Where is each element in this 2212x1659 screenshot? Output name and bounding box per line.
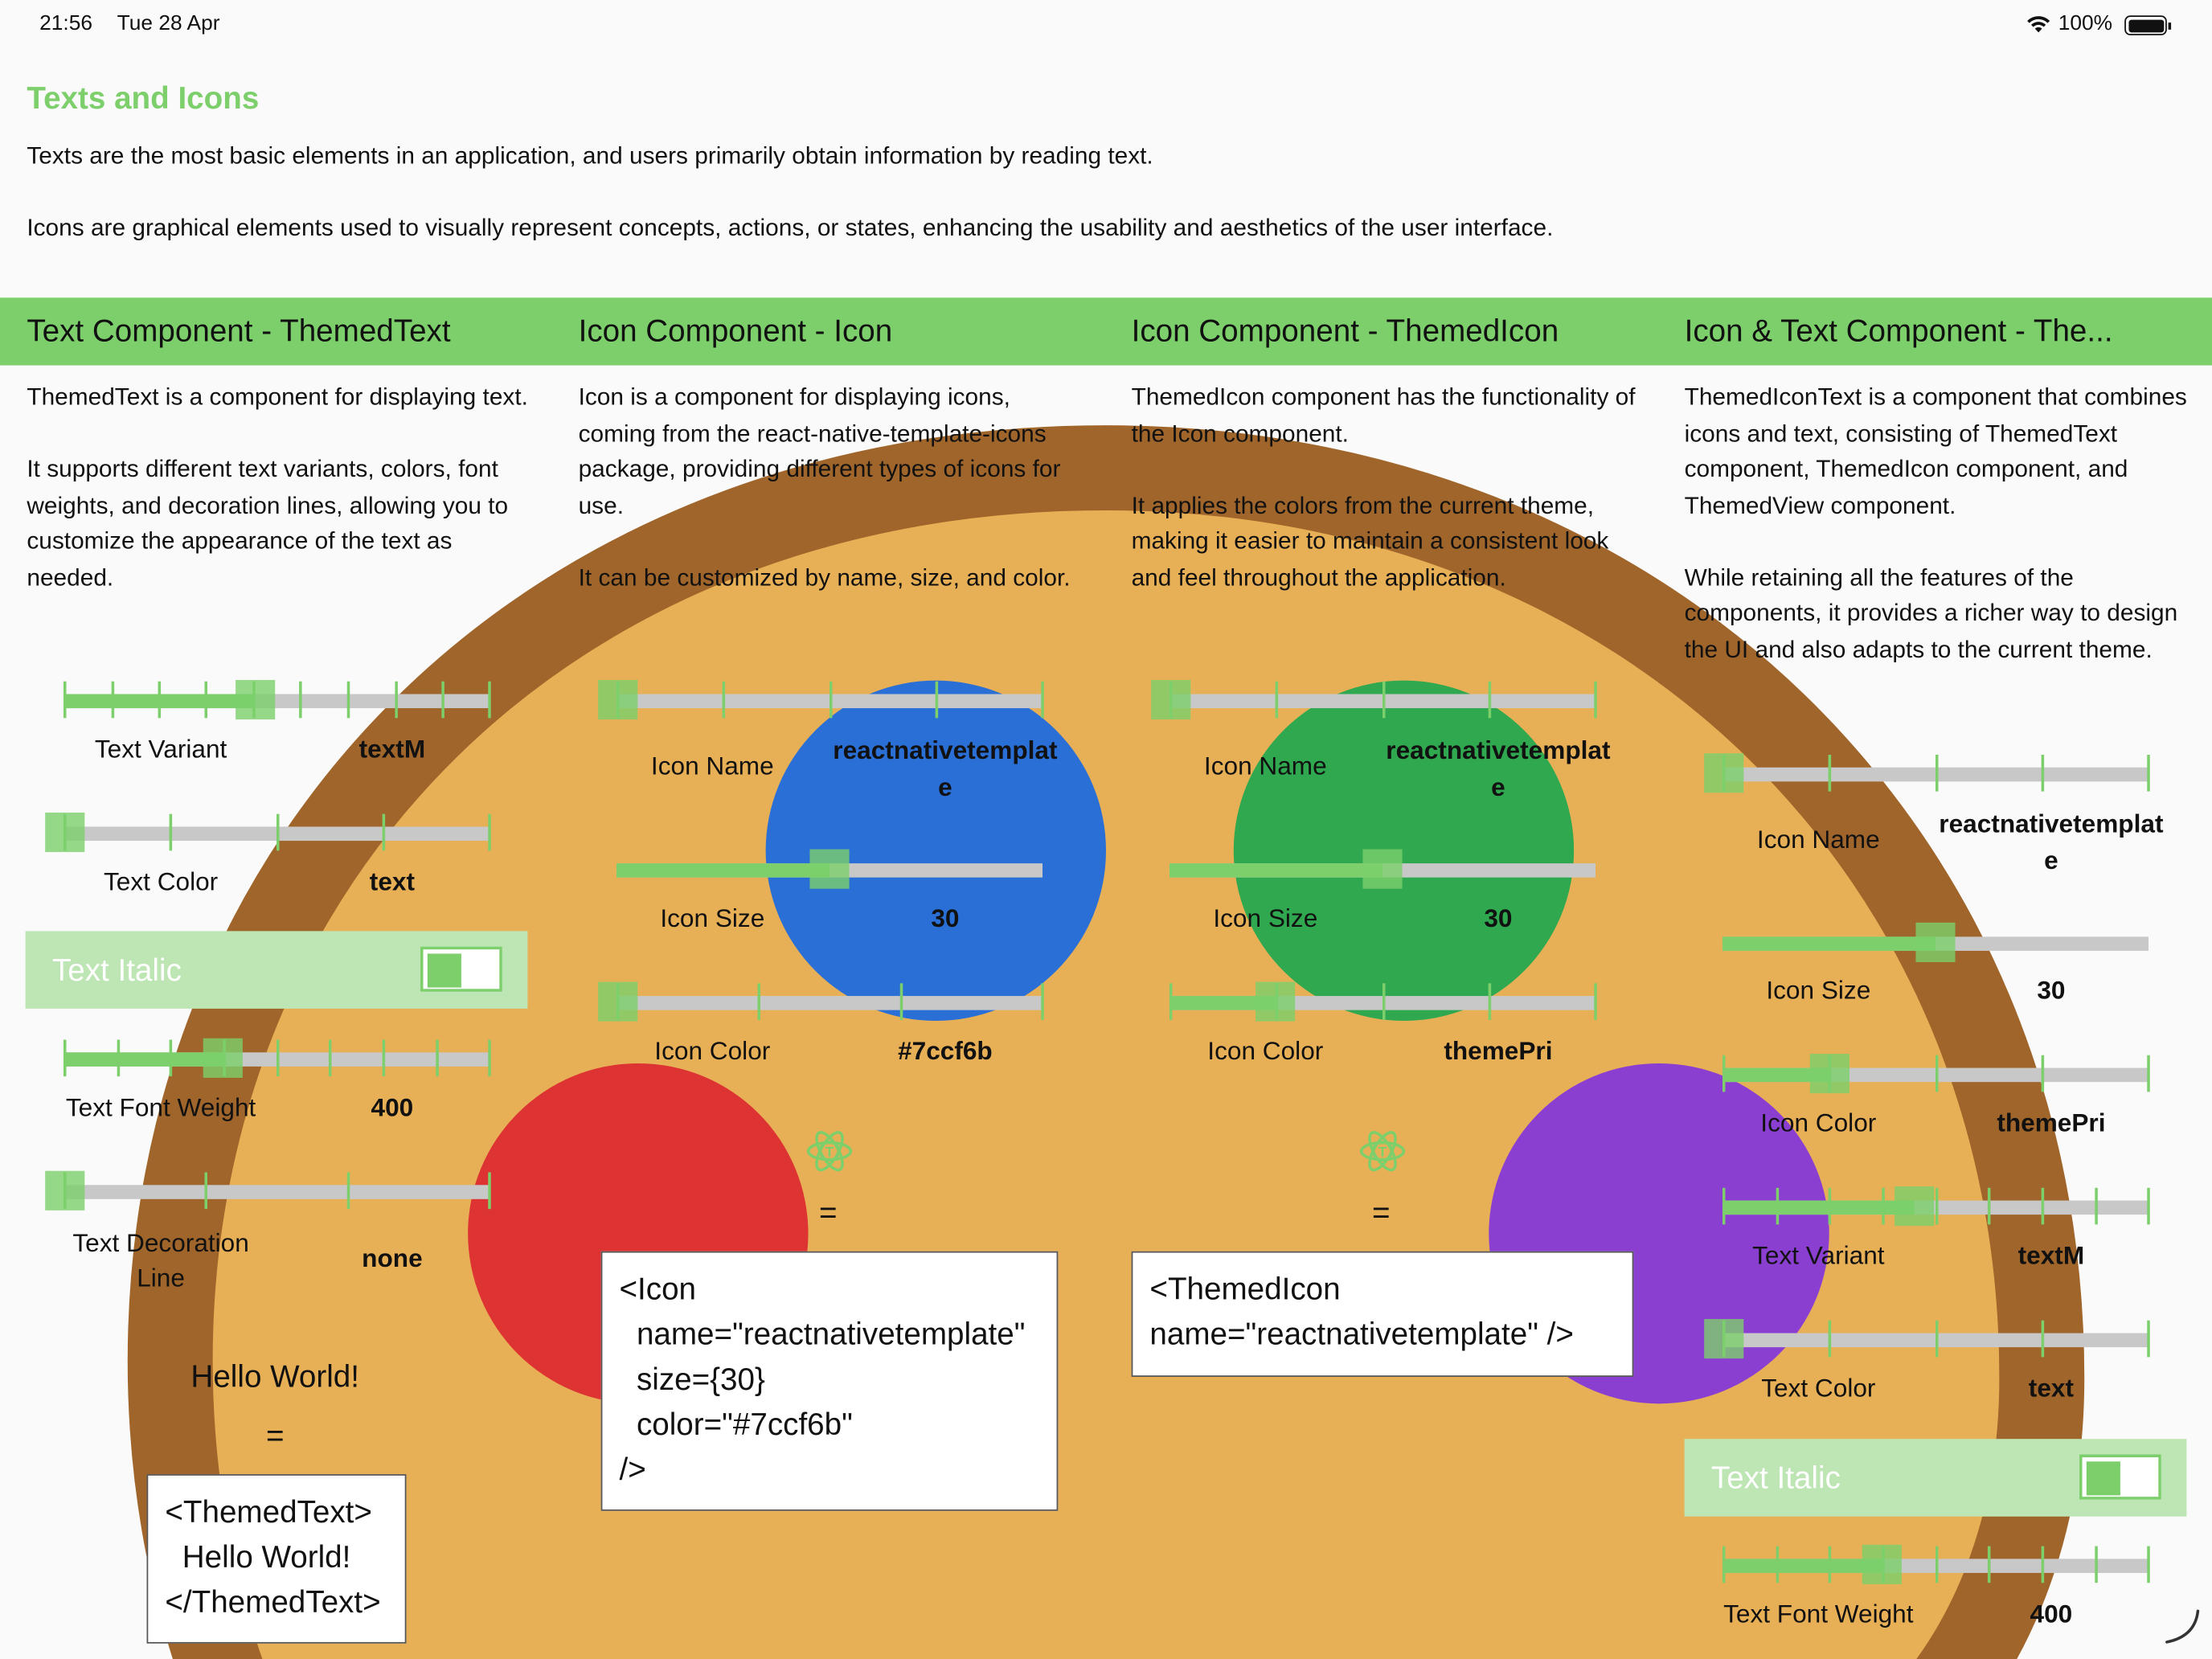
slider-tick <box>1936 1188 1939 1225</box>
slider-thumb[interactable] <box>598 982 637 1022</box>
slider-tick <box>2147 755 2150 792</box>
slider-label: Icon Size <box>1213 904 1318 933</box>
slider-tick <box>1936 1546 1939 1583</box>
icon-color-slider[interactable] <box>1722 1055 2149 1092</box>
slider-thumb[interactable] <box>236 680 275 719</box>
slider-tick <box>347 682 350 719</box>
header-title: Icon Component - Icon <box>578 313 893 349</box>
slider-thumb[interactable] <box>1704 1319 1743 1358</box>
toggle-label: Text Italic <box>1710 1460 1841 1496</box>
slider-label: Icon Size <box>660 904 765 933</box>
column-header-themedicontext <box>1685 297 2136 365</box>
slider-tick <box>1988 1188 1991 1225</box>
slider-tick <box>2147 1188 2150 1225</box>
slider-tick <box>2147 1546 2150 1583</box>
slider-tick <box>757 983 760 1020</box>
slider-tick <box>63 682 67 719</box>
slider-tick <box>347 1172 350 1209</box>
column-description: Icon is a component for displaying icons, coming from the react-native-template-icons package, providing different types of icons for use. It can be customized by name, size, and color. <box>578 383 1071 591</box>
slider-value: 30 <box>2037 976 2066 1005</box>
slider-thumb[interactable] <box>45 1171 84 1210</box>
slider-tick <box>1882 1188 1885 1225</box>
slider-value: text <box>369 867 415 896</box>
slider-label: Text Font Weight <box>1723 1600 1914 1628</box>
icon-color-slider[interactable] <box>616 983 1043 1020</box>
slider-tick <box>276 814 280 851</box>
text-color-slider[interactable] <box>1722 1321 2149 1358</box>
slider-tick <box>112 682 115 719</box>
slider-value: 30 <box>1484 904 1513 933</box>
status-time: 21:56 <box>39 11 93 35</box>
slider-tick <box>1776 1188 1780 1225</box>
intro-paragraph-1: Texts are the most basic elements in an application, and users primarily obtain information by reading text. <box>27 142 1153 170</box>
slider-label: Icon Color <box>1760 1108 1877 1137</box>
slider-tick <box>2095 1188 2098 1225</box>
slider-tick <box>1041 682 1044 719</box>
slider-label: Icon Size <box>1766 976 1871 1005</box>
slider-tick <box>170 814 173 851</box>
preview-text: Hello World! <box>190 1358 360 1395</box>
slider-tick <box>1489 682 1492 719</box>
slider-tick <box>1276 682 1279 719</box>
slider-tick <box>395 682 398 719</box>
equals-sign: = <box>818 1194 838 1231</box>
toggle-label: Text Italic <box>51 952 182 988</box>
slider-thumb[interactable] <box>1151 680 1190 719</box>
slider-tick <box>158 682 162 719</box>
slider-thumb[interactable] <box>1809 1054 1849 1093</box>
slider-value: themePri <box>1444 1036 1553 1066</box>
slider-tick <box>2042 755 2045 792</box>
slider-tick <box>1988 1546 1991 1583</box>
column-description: ThemedText is a component for displaying text. It supports different text variants, colors, font weights, and decoration lines, allowing you to customize the appearance of the text as needed. <box>27 383 528 591</box>
slider-tick <box>383 814 386 851</box>
slider-tick <box>436 1040 439 1077</box>
slider-tick <box>1594 983 1597 1020</box>
slider-tick <box>1169 983 1173 1020</box>
slider-value: text <box>2028 1374 2074 1403</box>
slider-fill <box>1169 863 1382 878</box>
slider-label: Text Color <box>1761 1374 1876 1403</box>
slider-label: Text Color <box>103 867 219 896</box>
column-description: ThemedIcon component has the functionality of the Icon component. It applies the colors from the current theme, making it easier to maintain a consistent look and feel throughout the application. <box>1131 383 1636 591</box>
slider-label: Text Variant <box>1752 1241 1885 1270</box>
slider-tick <box>2147 1321 2150 1358</box>
slider-tick <box>488 1040 491 1077</box>
slider-track <box>63 1185 490 1199</box>
slider-label: Text Variant <box>94 735 227 764</box>
slider-tick <box>1936 1055 1939 1092</box>
slider-tick <box>936 682 939 719</box>
slider-tick <box>1722 1055 1726 1092</box>
slider-label: Icon Name <box>1756 825 1880 854</box>
slider-value: reactnativetemplate <box>1386 736 1611 801</box>
header-title: Text Component - ThemedText <box>27 313 451 349</box>
slider-tick <box>170 1040 173 1077</box>
text-italic-switch[interactable] <box>2079 1455 2161 1500</box>
switch-knob <box>428 953 461 987</box>
slider-value: 30 <box>931 904 960 933</box>
slider-tick <box>1722 1546 1726 1583</box>
slider-label: Text Font Weight <box>65 1093 256 1122</box>
slider-fill <box>1722 936 1936 951</box>
battery-percent: 100% <box>2058 11 2113 35</box>
slider-value: none <box>362 1243 423 1273</box>
battery-icon <box>2124 15 2167 35</box>
slider-value: reactnativetemplate <box>833 736 1058 801</box>
wifi-icon <box>2026 14 2051 35</box>
slider-tick <box>2042 1546 2045 1583</box>
font-weight-slider[interactable] <box>63 1040 490 1077</box>
slider-thumb[interactable] <box>45 813 84 852</box>
react-atom-icon <box>1358 1127 1407 1175</box>
intro-paragraph-2: Icons are graphical elements used to visually represent concepts, actions, or states, enhancing the usability and aesthetics of the user interface. <box>27 214 1554 242</box>
status-date: Tue 28 Apr <box>117 11 220 35</box>
text-italic-toggle-row[interactable] <box>26 931 528 1009</box>
slider-label: Icon Color <box>654 1036 771 1066</box>
slider-value: #7ccf6b <box>898 1036 993 1066</box>
slider-value: textM <box>2017 1241 2085 1270</box>
slider-tick <box>2147 1055 2150 1092</box>
icon-name-slider[interactable] <box>1722 755 2149 792</box>
react-atom-icon <box>805 1127 854 1175</box>
slider-label: Icon Name <box>650 752 774 780</box>
slider-tick <box>723 682 726 719</box>
svg-text:T: T <box>825 1144 834 1161</box>
slider-thumb[interactable] <box>203 1038 243 1078</box>
icon-name-slider[interactable] <box>616 682 1043 719</box>
slider-tick <box>2042 1188 2045 1225</box>
slider-track <box>616 996 1043 1010</box>
text-variant-slider[interactable] <box>63 682 490 719</box>
slider-thumb[interactable] <box>598 680 637 719</box>
slider-value: textM <box>358 735 426 764</box>
icon-name-slider[interactable] <box>1169 682 1596 719</box>
slider-fill <box>1722 1201 1915 1215</box>
slider-tick <box>1722 1188 1726 1225</box>
page-title: Texts and Icons <box>27 80 260 116</box>
text-italic-switch[interactable] <box>420 947 502 992</box>
slider-tick <box>488 682 491 719</box>
slider-tick <box>1829 755 1832 792</box>
slider-thumb[interactable] <box>1895 1186 1934 1226</box>
switch-knob <box>2087 1461 2120 1495</box>
slider-tick <box>1594 682 1597 719</box>
code-snippet: <Icon name="reactnativetemplate" size={30} color="#7ccf6b" /> <box>601 1251 1059 1511</box>
slider-tick <box>1829 1321 1832 1358</box>
component-header-bar <box>0 297 2212 365</box>
header-title: Icon Component - ThemedIcon <box>1131 313 1559 349</box>
code-snippet: <ThemedText> Hello World! </ThemedText> <box>147 1474 407 1644</box>
slider-tick <box>900 983 903 1020</box>
equals-sign: = <box>1371 1194 1391 1231</box>
column-header-themedicon <box>1132 297 1653 365</box>
icon-size-slider[interactable] <box>1722 924 2149 961</box>
slider-tick <box>1829 1546 1832 1583</box>
slider-tick <box>383 1040 386 1077</box>
slider-tick <box>329 1040 332 1077</box>
decoration-line-slider[interactable] <box>63 1172 490 1209</box>
slider-label: Icon Name <box>1203 752 1327 780</box>
slider-tick <box>1936 1321 1939 1358</box>
slider-tick <box>1382 983 1386 1020</box>
slider-tick <box>1382 682 1386 719</box>
column-header-icon <box>579 297 1100 365</box>
slider-tick <box>63 1040 67 1077</box>
slider-tick <box>204 1172 207 1209</box>
slider-label: Icon Color <box>1207 1036 1324 1066</box>
slider-tick <box>441 682 444 719</box>
slider-value: themePri <box>1997 1108 2106 1137</box>
text-variant-slider[interactable] <box>1722 1188 2149 1225</box>
column-header-themedtext <box>27 297 548 365</box>
slider-tick <box>488 1172 491 1209</box>
slider-thumb[interactable] <box>1256 982 1296 1022</box>
slider-tick <box>2042 1055 2045 1092</box>
text-italic-toggle-row[interactable] <box>1685 1439 2187 1517</box>
slider-thumb[interactable] <box>1362 850 1402 889</box>
column-description: ThemedIconText is a component that combines icons and text, consisting of ThemedText component, ThemedIcon component, and ThemedView component. While retaining all the features of the components, it provides a richer way to design the UI and also adapts to the current theme. <box>1684 383 2187 663</box>
resize-handle-icon[interactable] <box>2164 1608 2201 1645</box>
font-weight-slider[interactable] <box>1722 1546 2149 1583</box>
slider-label: Text Decoration Line <box>72 1228 249 1292</box>
code-snippet: <ThemedIcon name="reactnativetemplate" /> <box>1132 1251 1634 1377</box>
slider-value: reactnativetemplate <box>1939 809 2164 875</box>
header-title: Icon & Text Component - The... <box>1684 313 2113 349</box>
slider-thumb[interactable] <box>1704 753 1743 793</box>
slider-value: 400 <box>2030 1600 2073 1628</box>
text-color-slider[interactable] <box>63 814 490 851</box>
slider-tick <box>1829 1188 1832 1225</box>
slider-thumb[interactable] <box>809 850 849 889</box>
equals-sign: = <box>265 1417 285 1453</box>
icon-color-slider[interactable] <box>1169 983 1596 1020</box>
svg-text:T: T <box>1378 1144 1387 1161</box>
slider-fill <box>1722 1559 1882 1573</box>
slider-tick <box>2095 1546 2098 1583</box>
slider-tick <box>276 1040 280 1077</box>
slider-thumb[interactable] <box>1915 923 1955 962</box>
slider-tick <box>117 1040 121 1077</box>
slider-tick <box>2042 1321 2045 1358</box>
icon-size-slider[interactable] <box>1169 850 1596 887</box>
slider-tick <box>1936 755 1939 792</box>
slider-tick <box>1776 1546 1780 1583</box>
slider-tick <box>204 682 207 719</box>
slider-tick <box>488 814 491 851</box>
slider-fill <box>616 863 830 878</box>
slider-tick <box>1041 983 1044 1020</box>
slider-fill <box>63 1052 223 1067</box>
slider-thumb[interactable] <box>1862 1545 1902 1584</box>
slider-tick <box>830 682 833 719</box>
slider-tick <box>1489 983 1492 1020</box>
slider-value: 400 <box>371 1093 414 1122</box>
slider-tick <box>299 682 302 719</box>
icon-size-slider[interactable] <box>616 850 1043 887</box>
